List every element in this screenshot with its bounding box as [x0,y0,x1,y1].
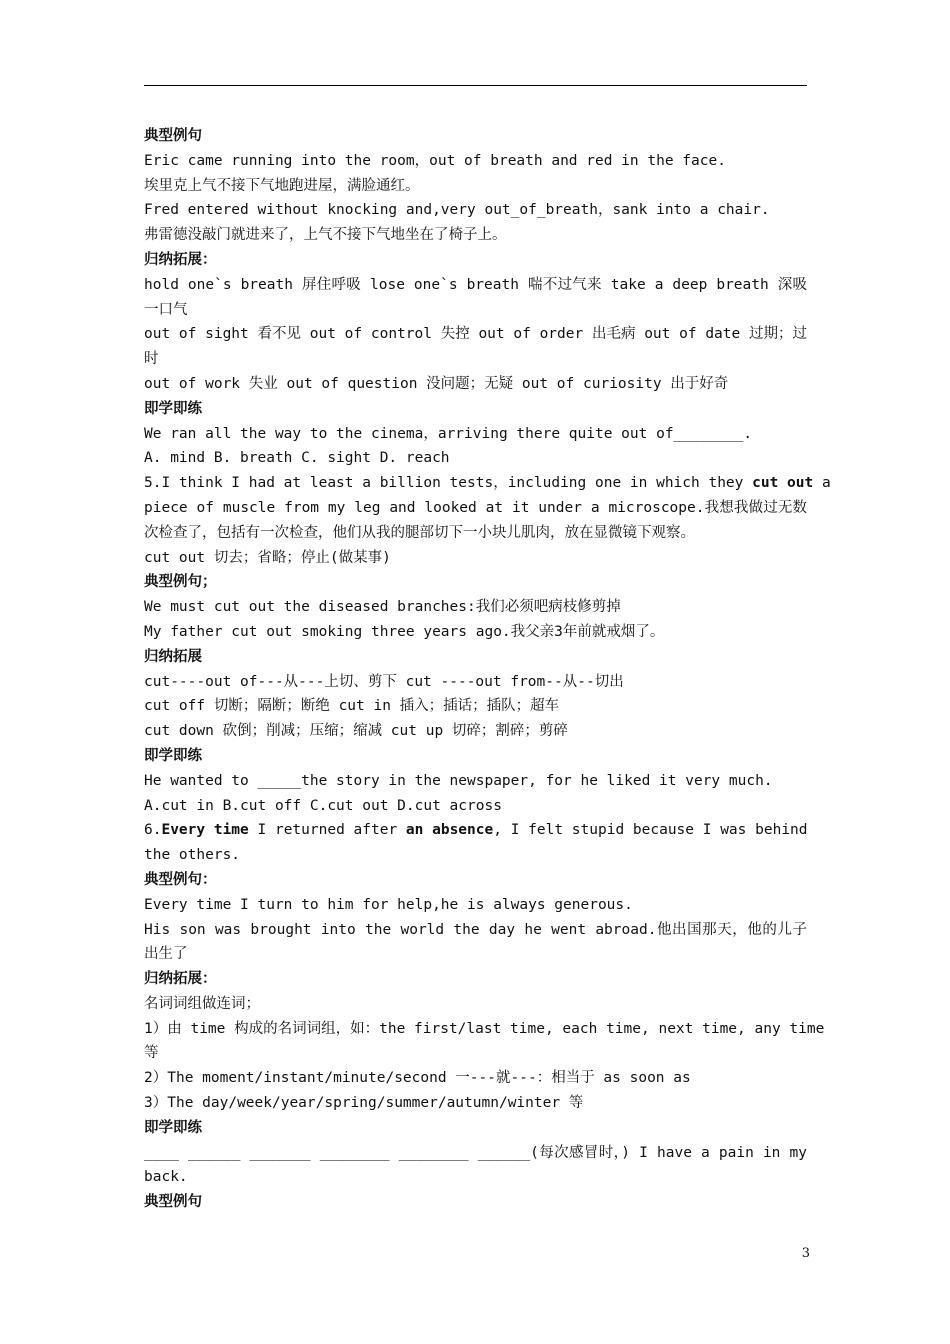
bold-phrase: an absence [405,822,494,839]
bold-phrase: Every time [161,822,249,839]
text-line: His son was brought into the world the day he went abroad.他出国那天，他的儿子 [144,921,807,938]
text-line: Fred entered without knocking and,very out_of_breath，sank into a chair. [144,202,770,219]
bold-phrase: cut out [752,475,814,492]
section-heading: 典型例句： [144,871,217,888]
text-line: piece of muscle from my leg and looked at it under a microscope.我想我做过无数 [144,499,807,516]
section-heading: 典型例句； [144,574,217,591]
text-line: out of work 失业 out of question 没问题；无疑 out of curiosity 出于好奇 [144,375,729,392]
text-line: 出生了 [144,946,188,963]
text-line: back. [144,1169,188,1186]
section-heading: 典型例句 [144,128,202,144]
header-rule [144,85,807,86]
text-line: Every time I turn to him for help,he is always generous. [144,896,633,913]
text-line: 6.Every time I returned after an absence, I felt stupid because I was behind [144,822,808,839]
text-line: 5.I think I had at least a billion tests，including one in which they cut out a [144,475,831,492]
text-line: hold one`s breath 屏住呼吸 lose one`s breath 喘不过气来 take a deep breath 深吸 [144,276,807,293]
section-heading: 即学即练 [144,1119,202,1136]
section-heading: 归纳拓展 [144,648,202,665]
text-line: We must cut out the diseased branches:我们必须吧病枝修剪掉 [144,599,621,616]
text-line: out of sight 看不见 out of control 失控 out of order 出毛病 out of date 过期；过 [144,326,807,343]
text-line: 3）The day/week/year/spring/summer/autumn/winter 等 [144,1095,584,1112]
text-line: 弗雷德没敲门就进来了，上气不接下气地坐在了椅子上。 [144,227,507,244]
text-line: A. mind B. breath C. sight D. reach [144,450,450,467]
text-line: We ran all the way to the cinema，arriving there quite out of________. [144,425,753,442]
text-line: 等 [144,1045,159,1062]
text-line: My father cut out smoking three years ago.我父亲3年前就戒烟了。 [144,623,665,640]
section-heading: 归纳拓展： [144,251,217,268]
section-heading: 即学即练 [144,747,202,764]
text-line: 名词词组做连词； [144,995,260,1012]
text-line: cut down 砍倒；削减；压缩；缩减 cut up 切碎；割碎；剪碎 [144,723,568,740]
text-line: 埃里克上气不接下气地跑进屋，满脸通红。 [144,177,420,194]
document-body [144,124,831,1215]
section-heading: 即学即练 [144,400,202,417]
text-line: ____ ______ _______ ________ ________ ______(每次感冒时，) I have a pain in my [144,1144,807,1161]
text-line: cut off 切断；隔断；断绝 cut in 插入；插话；插队；超车 [144,698,560,715]
text-line: the others. [144,847,241,864]
text-line: 1）由 time 构成的名词词组，如：the first/last time, each time, next time, any time [144,1020,825,1037]
text-line: 2）The moment/instant/minute/second 一---就---：相当于 as soon as [144,1070,691,1087]
text-line: A.cut in B.cut off C.cut out D.cut across [144,797,502,814]
page-number: 3 [801,1246,810,1261]
text-line: He wanted to _____the story in the newspaper, for he liked it very much. [144,772,773,789]
text-line: cut----out of---从---上切、剪下 cut ----out from--从--切出 [144,673,624,690]
text-line: 次检查了，包括有一次检查，他们从我的腿部切下一小块儿肌肉，放在显微镜下观察。 [144,524,695,541]
text-line: 一口气 [144,301,188,318]
text-line: cut out 切去；省略；停止(做某事) [144,549,391,566]
section-heading: 归纳拓展： [144,971,217,988]
text-line: Eric came running into the room，out of breath and red in the face. [144,152,726,169]
section-heading: 典型例句 [144,1194,202,1211]
text-line: 时 [144,351,159,368]
